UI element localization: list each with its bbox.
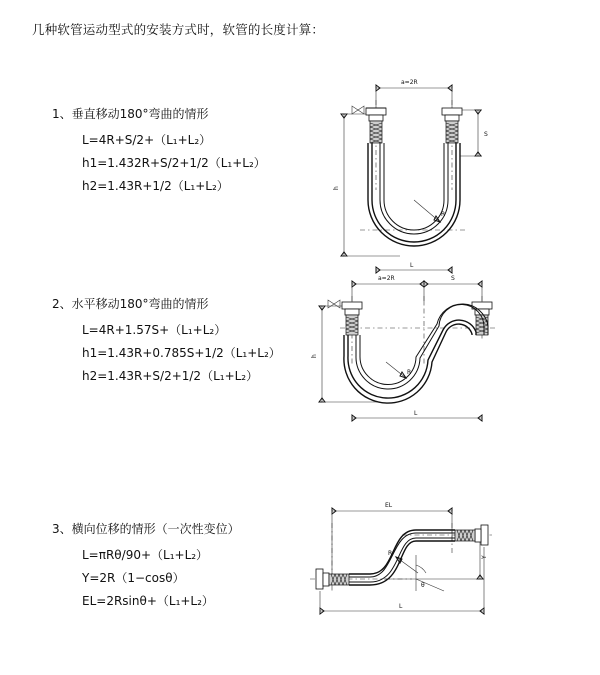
section-2-text <box>52 295 302 388</box>
dim-theta: θ <box>421 582 425 589</box>
dim-h-2: h <box>311 354 318 358</box>
dim-l: L <box>410 262 414 269</box>
dim-l-3: L <box>399 603 403 610</box>
section-2-formula-3: h2=1.43R+S/2+1/2（L₁+L₂） <box>82 369 259 383</box>
dim-r: R <box>441 211 446 218</box>
dim-s-2: S <box>451 275 455 282</box>
section-3-title: 3、横向位移的情形（一次性变位） <box>52 522 240 536</box>
section-1-formula-1: L=4R+S/2+（L₁+L₂） <box>82 133 212 147</box>
section-1-text <box>52 105 302 198</box>
dim-l-2: L <box>414 410 418 417</box>
vertical-movement-180-bend-diagram <box>300 70 500 290</box>
dim-a-2r: a=2R <box>401 79 418 86</box>
section-1-formula-3: h2=1.43R+1/2（L₁+L₂） <box>82 179 229 193</box>
horizontal-movement-180-bend-diagram <box>300 270 510 450</box>
section-2-formula-2: h1=1.43R+0.785S+1/2（L₁+L₂） <box>82 346 281 360</box>
section-2-formula-1: L=4R+1.57S+（L₁+L₂） <box>82 323 227 337</box>
dim-y: Y <box>481 555 488 559</box>
dim-r-3: R <box>388 550 393 557</box>
dim-a-2r-2: a=2R <box>378 275 395 282</box>
section-1-formula-2: h1=1.432R+S/2+1/2（L₁+L₂） <box>82 156 266 170</box>
section-2-title: 2、水平移动180°弯曲的情形 <box>52 297 209 311</box>
dim-h: h <box>333 186 340 190</box>
section-1-title: 1、垂直移动180°弯曲的情形 <box>52 107 209 121</box>
page-title: 几种软管运动型式的安装方式时，软管的长度计算： <box>32 22 325 37</box>
section-3-formula-1: L=πRθ/90+（L₁+L₂） <box>82 548 209 562</box>
dim-r-2: R <box>407 369 412 376</box>
section-3-formula-2: Y=2R（1−cosθ） <box>82 571 185 585</box>
lateral-displacement-diagram <box>292 495 512 635</box>
dim-s: S <box>484 131 488 138</box>
dim-el: EL <box>385 502 393 509</box>
section-3-text <box>52 520 302 613</box>
section-3-formula-3: EL=2Rsinθ+（L₁+L₂） <box>82 594 214 608</box>
